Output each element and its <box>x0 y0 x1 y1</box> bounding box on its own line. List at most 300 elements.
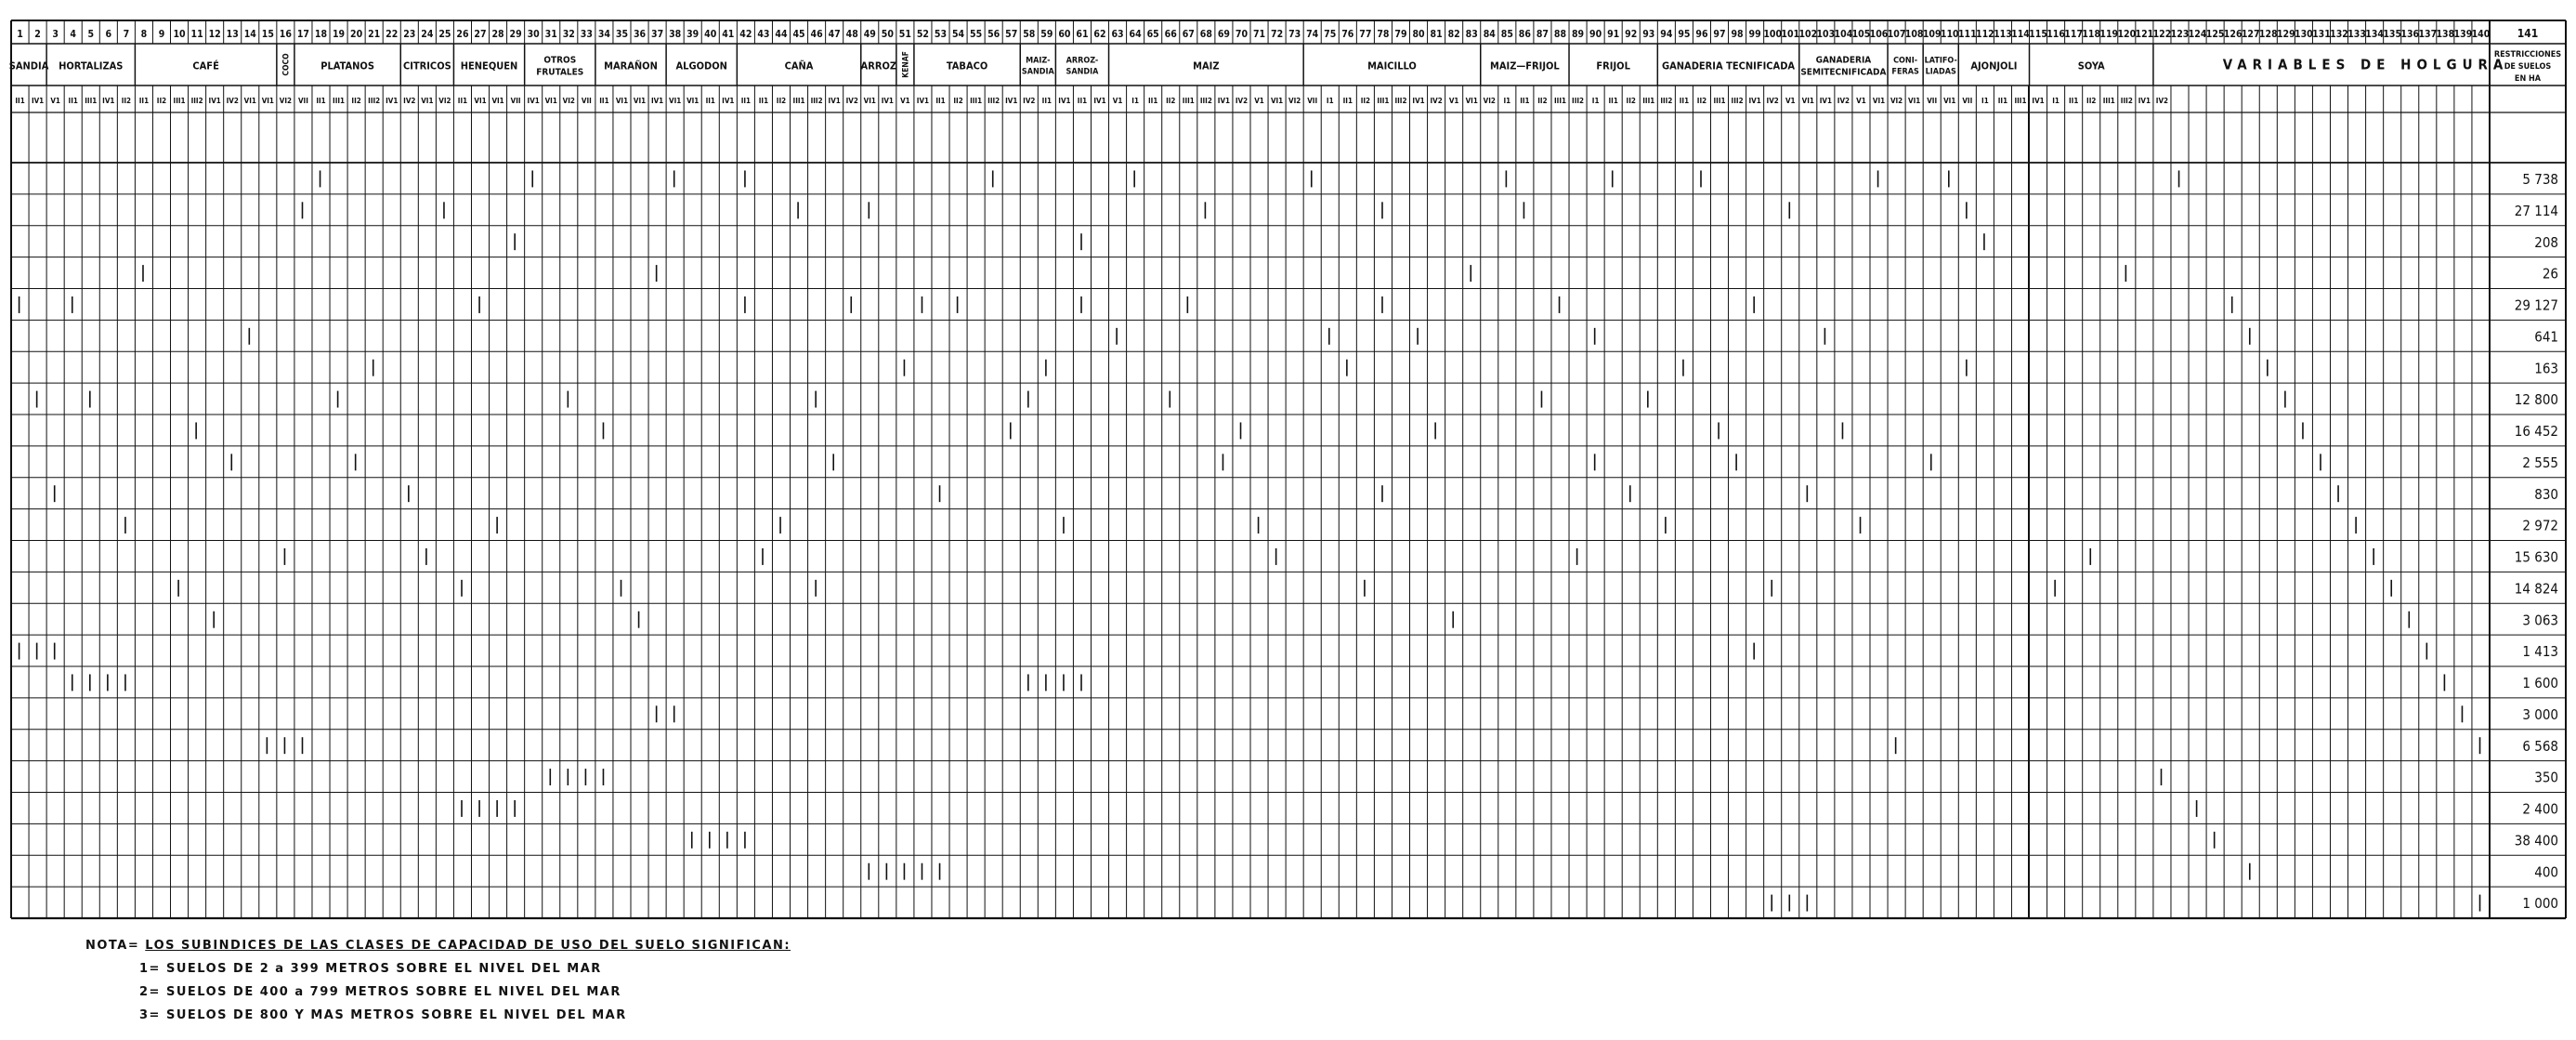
column-number: 52 <box>916 29 930 40</box>
capacity-class-subheader: IV2 <box>226 97 239 105</box>
capacity-class-subheader: VI1 <box>1801 97 1814 105</box>
capacity-class-subheader: II1 <box>1997 97 2008 105</box>
column-number: 53 <box>934 29 948 40</box>
column-number: 94 <box>1660 29 1673 40</box>
crop-group-label: ARROZ- <box>1066 56 1099 66</box>
column-number: 12 <box>208 29 221 40</box>
capacity-class-subheader: II1 <box>1608 97 1618 105</box>
restriction-value: 1 413 <box>2522 643 2558 661</box>
capacity-class-subheader: IV1 <box>1819 97 1832 105</box>
capacity-class-subheader: III2 <box>1572 97 1585 105</box>
capacity-class-subheader: IV2 <box>1023 97 1036 105</box>
capacity-class-subheader: IV2 <box>1235 97 1249 105</box>
capacity-class-subheader: II1 <box>740 97 752 105</box>
restriction-value: 6 568 <box>2522 737 2558 755</box>
column-number: 60 <box>1058 29 1071 40</box>
column-number: 22 <box>386 29 399 40</box>
column-number: 72 <box>1271 29 1284 40</box>
capacity-class-subheader: IV2 <box>1430 97 1443 105</box>
column-number: 57 <box>1005 29 1018 40</box>
crop-group-label: MAIZ- <box>1026 56 1051 66</box>
capacity-class-subheader: VI1 <box>421 97 434 105</box>
column-number: 105 <box>1851 29 1871 40</box>
column-number: 98 <box>1731 29 1744 40</box>
capacity-class-subheader: VI1 <box>544 97 557 105</box>
column-number: 82 <box>1447 29 1460 40</box>
capacity-class-subheader: IV1 <box>386 97 399 105</box>
column-number: 33 <box>580 29 593 40</box>
column-number: 74 <box>1306 29 1319 40</box>
capacity-class-subheader: IV1 <box>916 97 930 105</box>
capacity-class-subheader: IV1 <box>1058 97 1071 105</box>
capacity-class-subheader: IV1 <box>828 97 841 105</box>
column-number: 48 <box>845 29 858 40</box>
restriction-value: 12 800 <box>2514 391 2558 409</box>
column-number: 49 <box>863 29 876 40</box>
column-number: 81 <box>1430 29 1443 40</box>
column-number: 135 <box>2383 29 2402 40</box>
column-number: 46 <box>810 29 823 40</box>
column-number: 121 <box>2135 29 2154 40</box>
capacity-class-subheader: VI1 <box>261 97 274 105</box>
capacity-class-subheader: VI2 <box>438 97 451 105</box>
column-number: 119 <box>2099 29 2119 40</box>
capacity-class-subheader: II1 <box>316 97 326 105</box>
crop-group-label: MAIZ—FRIJOL <box>1490 59 1560 72</box>
restriction-value: 208 <box>2534 233 2558 251</box>
column-number: 80 <box>1412 29 1425 40</box>
column-number: 1 <box>17 29 23 40</box>
column-number: 127 <box>2241 29 2260 40</box>
capacity-class-subheader: VI1 <box>1465 97 1478 105</box>
capacity-class-subheader: VI2 <box>279 97 293 105</box>
capacity-class-subheader: III2 <box>2120 97 2133 105</box>
capacity-class-subheader: III1 <box>1713 97 1726 105</box>
capacity-class-subheader: II1 <box>68 97 78 105</box>
restriction-value: 3 063 <box>2522 612 2558 629</box>
crop-group-label: AJONJOLI <box>1970 59 2018 72</box>
capacity-class-subheader: VI1 <box>615 97 629 105</box>
column-number: 112 <box>1976 29 1994 40</box>
column-number: 42 <box>739 29 752 40</box>
capacity-class-subheader: IV2 <box>1766 97 1779 105</box>
restriction-value: 2 972 <box>2522 517 2558 534</box>
crop-group-label: TABACO <box>946 59 988 72</box>
column-number: 61 <box>1076 29 1089 40</box>
restriction-value: 27 114 <box>2514 202 2558 219</box>
column-number: 134 <box>2365 29 2384 40</box>
capacity-class-subheader: VI1 <box>633 97 647 105</box>
capacity-class-subheader: I1 <box>1591 97 1600 105</box>
column-number: 130 <box>2295 29 2313 40</box>
crop-group-label: ARROZ <box>860 59 897 72</box>
column-number: 15 <box>261 29 274 40</box>
column-number: 86 <box>1518 29 1531 40</box>
column-number: 30 <box>527 29 540 40</box>
restriction-value: 830 <box>2534 485 2558 503</box>
capacity-class-subheader: II2 <box>121 97 132 105</box>
column-number: 117 <box>2064 29 2084 40</box>
column-number: 54 <box>951 29 965 40</box>
capacity-class-subheader: IV1 <box>1748 97 1761 105</box>
capacity-class-subheader: IV2 <box>2155 97 2169 105</box>
capacity-class-subheader: I1 <box>1131 97 1139 105</box>
crop-group-label: FRUTALES <box>536 67 584 78</box>
nota-title: LOS SUBINDICES DE LAS CLASES DE CAPACIDAD DE USO DEL SUELO SIGNIFICAN: <box>145 939 791 953</box>
crop-group-label: CAÑA <box>784 59 814 72</box>
nota-line-1: 1= SUELOS DE 2 a 399 METROS SOBRE EL NIVEL DEL MAR <box>139 962 602 976</box>
column-number: 90 <box>1589 29 1602 40</box>
column-number: 31 <box>544 29 557 40</box>
column-number: 79 <box>1394 29 1407 40</box>
column-number: 111 <box>1957 29 1977 40</box>
crop-group-label: ALGODON <box>675 59 727 72</box>
restriction-value: 2 555 <box>2522 454 2558 471</box>
column-number: 41 <box>722 29 735 40</box>
column-number: 124 <box>2188 29 2207 40</box>
column-number: 43 <box>757 29 770 40</box>
capacity-class-subheader: II1 <box>1520 97 1530 105</box>
column-number: 129 <box>2276 29 2295 40</box>
restriction-header: RESTRICCIONES <box>2493 50 2562 59</box>
column-number: 140 <box>2471 29 2491 40</box>
capacity-class-subheader: IV2 <box>845 97 858 105</box>
column-number: 106 <box>1869 29 1889 40</box>
column-number: 102 <box>1798 29 1818 40</box>
capacity-class-subheader: VI1 <box>474 97 487 105</box>
crop-group-label: PLATANOS <box>320 59 374 72</box>
column-number: 89 <box>1571 29 1585 40</box>
capacity-class-subheader: VI1 <box>1872 97 1886 105</box>
column-number: 76 <box>1341 29 1354 40</box>
capacity-class-subheader: IV1 <box>881 97 894 105</box>
capacity-class-subheader: V1 <box>1785 97 1796 105</box>
nota-line-2: 2= SUELOS DE 400 a 799 METROS SOBRE EL NIVEL DEL MAR <box>139 985 621 999</box>
column-number: 27 <box>474 29 487 40</box>
capacity-class-subheader: III2 <box>987 97 1000 105</box>
column-number: 13 <box>226 29 239 40</box>
capacity-class-subheader: VI1 <box>686 97 700 105</box>
capacity-class-subheader: II2 <box>953 97 963 105</box>
capacity-class-subheader: VI1 <box>1908 97 1921 105</box>
column-number: 93 <box>1642 29 1655 40</box>
capacity-class-subheader: III1 <box>85 97 98 105</box>
capacity-class-subheader: VI2 <box>1890 97 1903 105</box>
column-number: 116 <box>2046 29 2065 40</box>
capacity-class-subheader: I1 <box>1503 97 1511 105</box>
column-number: 66 <box>1164 29 1177 40</box>
capacity-class-subheader: IV1 <box>2138 97 2151 105</box>
crop-group-label: CITRICOS <box>402 59 451 72</box>
capacity-class-subheader: V1 <box>1112 97 1123 105</box>
restriction-header: DE SUELOS <box>2504 62 2552 72</box>
capacity-class-subheader: VII <box>297 97 308 105</box>
capacity-class-subheader: V1 <box>1856 97 1866 105</box>
column-number: 136 <box>2400 29 2420 40</box>
column-number: 70 <box>1235 29 1249 40</box>
capacity-class-subheader: II1 <box>457 97 468 105</box>
column-number: 128 <box>2258 29 2278 40</box>
capacity-class-subheader: II1 <box>1041 97 1053 105</box>
capacity-class-subheader: III1 <box>1553 97 1567 105</box>
capacity-class-subheader: IV1 <box>1093 97 1106 105</box>
crop-group-label: MAICILLO <box>1367 59 1417 72</box>
column-number: 103 <box>1816 29 1836 40</box>
capacity-class-subheader: V1 <box>50 97 60 105</box>
crop-group-label: SANDIA <box>8 59 49 72</box>
column-number: 77 <box>1359 29 1372 40</box>
capacity-class-subheader: II1 <box>599 97 609 105</box>
column-number: 5 <box>87 29 95 40</box>
crop-group-label: MARAÑON <box>604 59 658 72</box>
crop-group-label: GANADERIA <box>1815 55 1872 66</box>
capacity-class-subheader: VI2 <box>562 97 575 105</box>
crop-group-label: GANADERIA TECNIFICADA <box>1661 59 1796 72</box>
capacity-class-subheader: IV1 <box>1217 97 1231 105</box>
restriction-value: 1 600 <box>2522 675 2558 692</box>
capacity-class-subheader: V1 <box>900 97 910 105</box>
column-number: 114 <box>2011 29 2030 40</box>
column-number: 88 <box>1553 29 1567 40</box>
column-number: 99 <box>1748 29 1761 40</box>
capacity-class-subheader: III2 <box>368 97 381 105</box>
column-number: 83 <box>1465 29 1478 40</box>
column-number: 91 <box>1607 29 1620 40</box>
crop-group-label: SANDIA <box>1066 67 1099 77</box>
crop-group-label: SOYA <box>2077 59 2105 72</box>
column-number: 24 <box>421 29 434 40</box>
crop-group-label: HORTALIZAS <box>59 59 124 72</box>
capacity-class-subheader: VII <box>1307 97 1318 105</box>
crop-group-label: COCO <box>281 53 292 76</box>
capacity-class-subheader: IV1 <box>102 97 115 105</box>
column-number: 50 <box>881 29 894 40</box>
column-number: 38 <box>669 29 682 40</box>
column-number: 115 <box>2029 29 2047 40</box>
restriction-header: EN HA <box>2514 74 2542 84</box>
column-number: 96 <box>1695 29 1708 40</box>
restriction-value: 26 <box>2542 265 2558 283</box>
capacity-class-subheader: II1 <box>15 97 25 105</box>
capacity-class-subheader: II1 <box>1342 97 1353 105</box>
capacity-class-subheader: VI1 <box>669 97 682 105</box>
capacity-class-subheader: VI2 <box>1483 97 1496 105</box>
capacity-class-subheader: VII <box>581 97 592 105</box>
capacity-class-subheader: II1 <box>1679 97 1690 105</box>
crop-group-label: CAFÉ <box>192 59 219 72</box>
footnote <box>85 939 791 1022</box>
capacity-class-subheader: VI1 <box>243 97 256 105</box>
capacity-class-subheader: V1 <box>1254 97 1264 105</box>
column-number: 122 <box>2152 29 2172 40</box>
column-number: 23 <box>403 29 416 40</box>
restriction-value: 163 <box>2534 360 2558 377</box>
capacity-class-subheader: II2 <box>1537 97 1548 105</box>
column-number: 126 <box>2223 29 2243 40</box>
column-number: 75 <box>1324 29 1337 40</box>
column-number: 25 <box>438 29 451 40</box>
capacity-class-subheader: IV1 <box>722 97 735 105</box>
capacity-class-subheader: II1 <box>138 97 150 105</box>
capacity-class-subheader: VI1 <box>1270 97 1284 105</box>
restriction-value: 16 452 <box>2514 423 2558 441</box>
column-number: 11 <box>190 29 203 40</box>
column-number: 85 <box>1500 29 1513 40</box>
column-number: 125 <box>2205 29 2225 40</box>
column-number: 39 <box>686 29 700 40</box>
column-number: 78 <box>1377 29 1390 40</box>
capacity-class-subheader: VII <box>1962 97 1973 105</box>
column-number: 32 <box>562 29 575 40</box>
column-number: 10 <box>173 29 186 40</box>
column-number: 8 <box>140 29 148 40</box>
capacity-class-subheader: IV1 <box>527 97 540 105</box>
column-number: 59 <box>1040 29 1053 40</box>
capacity-class-subheader: II2 <box>1626 97 1636 105</box>
restriction-value: 14 824 <box>2514 580 2558 598</box>
column-number: 62 <box>1093 29 1106 40</box>
capacity-class-subheader: III2 <box>190 97 203 105</box>
column-number: 37 <box>651 29 664 40</box>
nota-line-3: 3= SUELOS DE 800 Y MAS METROS SOBRE EL NIVEL DEL MAR <box>139 1008 627 1022</box>
capacity-class-subheader: II1 <box>1148 97 1158 105</box>
column-number: 7 <box>123 29 130 40</box>
column-number: 18 <box>314 29 328 40</box>
restriction-value: 5 738 <box>2522 171 2558 189</box>
crop-group-label: SANDIA <box>1021 67 1054 77</box>
column-number: 120 <box>2117 29 2137 40</box>
column-number: 131 <box>2312 29 2331 40</box>
capacity-class-subheader: II2 <box>1166 97 1176 105</box>
column-number: 100 <box>1763 29 1783 40</box>
column-number: 55 <box>970 29 983 40</box>
capacity-class-subheader: III1 <box>2102 97 2115 105</box>
restriction-value: 15 630 <box>2514 548 2558 566</box>
column-number: 84 <box>1483 29 1496 40</box>
capacity-class-subheader: VII <box>510 97 521 105</box>
crop-group-label: LATIFO- <box>1924 56 1957 66</box>
crop-group-label: VARIABLES DE HOLGURA <box>2222 56 2509 73</box>
capacity-class-subheader: III2 <box>1731 97 1744 105</box>
capacity-class-subheader: II1 <box>1077 97 1088 105</box>
column-number: 14 <box>243 29 256 40</box>
nota-label: NOTA= <box>85 939 140 953</box>
column-number: 87 <box>1536 29 1550 40</box>
column-number: 110 <box>1940 29 1959 40</box>
crop-group-label: SEMITECNIFICADA <box>1800 67 1887 78</box>
column-number: 139 <box>2453 29 2473 40</box>
column-number: 26 <box>456 29 469 40</box>
column-number: 123 <box>2170 29 2190 40</box>
column-number: 132 <box>2330 29 2348 40</box>
capacity-class-subheader: III1 <box>792 97 805 105</box>
column-number: 3 <box>52 29 59 40</box>
column-number: 35 <box>615 29 629 40</box>
crop-group-label: OTROS <box>543 55 577 66</box>
column-number: 58 <box>1023 29 1036 40</box>
column-number: 17 <box>296 29 310 40</box>
column-number: 65 <box>1146 29 1159 40</box>
capacity-class-subheader: VI1 <box>863 97 876 105</box>
column-number: 71 <box>1252 29 1266 40</box>
capacity-class-subheader: VI1 <box>491 97 504 105</box>
column-number: 28 <box>491 29 504 40</box>
column-number: 29 <box>509 29 522 40</box>
column-number: 133 <box>2347 29 2366 40</box>
capacity-class-subheader: III2 <box>1199 97 1212 105</box>
column-number: 138 <box>2436 29 2455 40</box>
column-number: 51 <box>898 29 911 40</box>
capacity-class-subheader: III2 <box>1394 97 1407 105</box>
column-number: 67 <box>1182 29 1195 40</box>
capacity-class-subheader: III2 <box>1660 97 1673 105</box>
capacity-class-subheader: III1 <box>173 97 186 105</box>
crop-group-label: CONI- <box>1893 56 1918 66</box>
capacity-class-subheader: VII <box>1927 97 1938 105</box>
column-number: 73 <box>1288 29 1301 40</box>
column-number: 141 <box>2517 27 2539 40</box>
capacity-class-subheader: IV1 <box>208 97 221 105</box>
capacity-class-subheader: II1 <box>2068 97 2079 105</box>
capacity-class-subheader: IV1 <box>1005 97 1018 105</box>
column-number: 21 <box>368 29 381 40</box>
capacity-class-subheader: III2 <box>810 97 823 105</box>
capacity-class-subheader: III1 <box>333 97 346 105</box>
capacity-class-subheader: IV2 <box>1837 97 1850 105</box>
capacity-class-subheader: I1 <box>1981 97 1989 105</box>
column-number: 56 <box>987 29 1000 40</box>
capacity-class-subheader: IV1 <box>650 97 664 105</box>
column-number: 16 <box>279 29 292 40</box>
column-number: 97 <box>1713 29 1726 40</box>
column-number: 20 <box>350 29 363 40</box>
capacity-class-subheader: IV2 <box>403 97 416 105</box>
capacity-class-subheader: II2 <box>1360 97 1371 105</box>
column-number: 4 <box>70 29 76 40</box>
capacity-class-subheader: II2 <box>156 97 167 105</box>
column-number: 63 <box>1111 29 1124 40</box>
restriction-value: 38 400 <box>2514 832 2558 849</box>
column-number: 118 <box>2082 29 2101 40</box>
capacity-class-subheader: III1 <box>1182 97 1195 105</box>
column-number: 95 <box>1678 29 1691 40</box>
restriction-value: 2 400 <box>2522 800 2558 818</box>
column-number: 47 <box>828 29 841 40</box>
capacity-class-subheader: VI1 <box>1943 97 1956 105</box>
capacity-class-subheader: II1 <box>705 97 715 105</box>
column-number: 107 <box>1887 29 1906 40</box>
column-number: 2 <box>34 29 41 40</box>
column-number: 113 <box>1994 29 2012 40</box>
column-number: 108 <box>1904 29 1924 40</box>
column-number: 36 <box>633 29 647 40</box>
capacity-class-subheader: III1 <box>1642 97 1655 105</box>
capacity-class-subheader: II2 <box>776 97 787 105</box>
crop-group-label: FRIJOL <box>1596 59 1630 72</box>
capacity-class-subheader: IV1 <box>31 97 45 105</box>
column-number: 34 <box>597 29 610 40</box>
capacity-class-subheader: II1 <box>758 97 769 105</box>
column-number: 64 <box>1129 29 1142 40</box>
crop-group-label: KENAF <box>901 51 911 78</box>
capacity-class-subheader: V1 <box>1448 97 1459 105</box>
capacity-class-subheader: I1 <box>2052 97 2059 105</box>
capacity-class-subheader: II2 <box>351 97 361 105</box>
column-number: 101 <box>1781 29 1800 40</box>
capacity-class-subheader: II2 <box>2086 97 2097 105</box>
capacity-class-subheader: III1 <box>1377 97 1390 105</box>
column-number: 109 <box>1922 29 1942 40</box>
